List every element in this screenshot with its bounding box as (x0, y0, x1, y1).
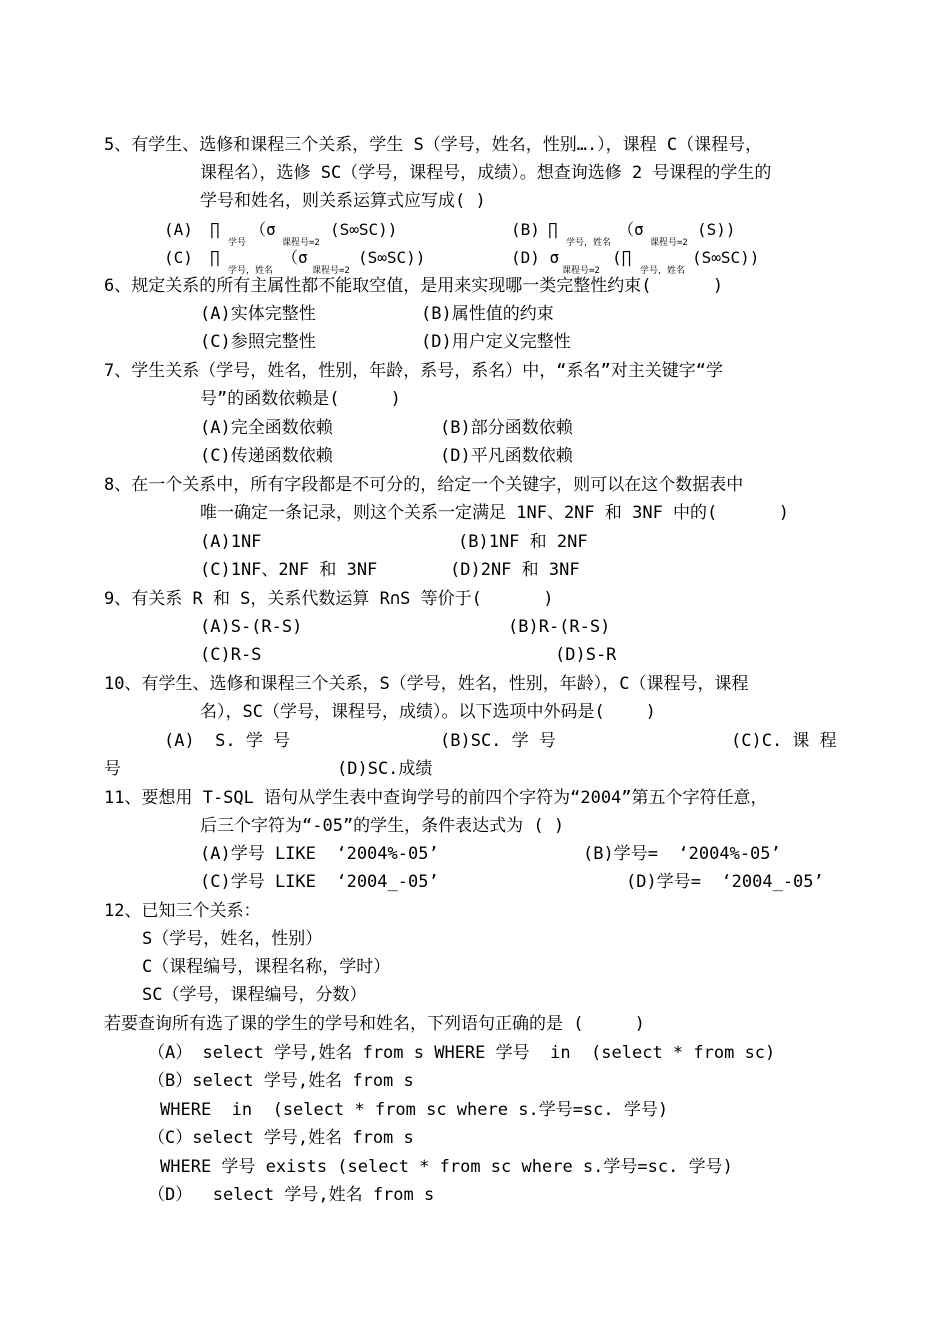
q10-line2: 名），SC（学号，课程号，成绩）。以下选项中外码是( ) (200, 702, 656, 722)
q5-c-sub2: 课程号=2 (312, 266, 350, 276)
q6-option-b: (B)属性值的约束 (421, 304, 554, 324)
q12-relation-c: C（课程编号，课程名称，学时） (142, 957, 391, 977)
q12-relation-s: S（学号，姓名，性别） (142, 929, 323, 949)
q10-line1: 10、有学生、选修和课程三个关系，S（学号，姓名，性别，年龄），C（课程号，课程 (104, 674, 749, 694)
q12-option-d-line1: （D） select 学号,姓名 from s (148, 1185, 435, 1205)
q10-option-d: (D)SC.成绩 (337, 759, 433, 779)
q11-line1: 11、要想用 T-SQL 语句从学生表中查询学号的前四个字符为“2004”第五个字符任意， (104, 788, 768, 808)
q11-option-c: (C)学号 LIKE ‘2004_-05’ (200, 872, 439, 892)
q5-a-pi: ∏ (210, 220, 220, 239)
q5-b-rest1: （σ (618, 220, 644, 239)
q8-line1: 8、在一个关系中，所有字段都是不可分的，给定一个关键字，则可以在这个数据表中 (104, 475, 744, 495)
q9-option-c: (C)R-S (200, 645, 262, 665)
q5-d-rest2: (S∞SC)) (692, 248, 760, 267)
q5-b-sub2: 课程号=2 (650, 238, 688, 248)
q11-line2: 后三个字符为“-05”的学生，条件表达式为 ( ) (200, 816, 565, 836)
q5-d-rest1: (∏ (612, 248, 632, 267)
q6-line1: 6、规定关系的所有主属性都不能取空值，是用来实现哪一类完整性约束( ) (104, 276, 724, 296)
q12-option-c-line2: WHERE 学号 exists (select * from sc where s.学号=sc. 学号) (160, 1157, 733, 1177)
q5-a-rest2: (S∞SC)) (330, 220, 398, 239)
q12-option-b-line1: （B）select 学号,姓名 from s (148, 1071, 414, 1091)
q5-a-label: (A) (164, 220, 193, 239)
q10-option-c: (C)C. 课 程 (731, 731, 837, 751)
q10-option-b: (B)SC. 学 号 (440, 731, 556, 751)
q7-option-b: (B)部分函数依赖 (440, 418, 573, 438)
q12-line1: 12、已知三个关系： (104, 901, 261, 921)
q6-option-d: (D)用户定义完整性 (421, 332, 571, 352)
q5-b-sub1: 学号，姓名 (566, 238, 612, 248)
q5-a-rest1: （σ (250, 220, 276, 239)
q5-b-pi: ∏ (548, 220, 558, 239)
q5-d-sub1: 课程号=2 (562, 266, 600, 276)
q8-option-b: (B)1NF 和 2NF (458, 532, 588, 552)
q5-b-rest2: (S)) (697, 220, 736, 239)
q5-c-label: (C) (164, 248, 193, 267)
q6-option-a: (A)实体完整性 (200, 304, 316, 324)
q5-a-sub2: 课程号=2 (282, 238, 320, 248)
q5-b-label: (B) (511, 220, 540, 239)
q12-option-b-line2: WHERE in (select * from sc where s.学号=sc. 学号) (160, 1100, 669, 1120)
q5-d-sub2: 学号，姓名 (640, 266, 686, 276)
q9-option-b: (B)R-(R-S) (508, 617, 611, 637)
q5-line3: 学号和姓名，则关系运算式应写成( ) (200, 191, 486, 211)
q11-option-d: (D)学号= ‘2004_-05’ (626, 872, 824, 892)
q9-line1: 9、有关系 R 和 S，关系代数运算 R∩S 等价于( ) (104, 589, 554, 609)
q11-option-a: (A)学号 LIKE ‘2004%-05’ (200, 844, 439, 864)
q5-c-rest1: （σ (282, 248, 308, 267)
q10-option-c-tail: 号 (104, 759, 121, 779)
q5-line1: 5、有学生、选修和课程三个关系，学生 S（学号，姓名，性别….），课程 C（课程号， (104, 135, 763, 155)
q7-option-c: (C)传递函数依赖 (200, 446, 333, 466)
q8-line2: 唯一确定一条记录，则这个关系一定满足 1NF、2NF 和 3NF 中的( ) (200, 503, 789, 523)
q12-stem: 若要查询所有选了课的学生的学号和姓名，下列语句正确的是 ( ) (104, 1014, 645, 1034)
q7-option-a: (A)完全函数依赖 (200, 418, 333, 438)
q9-option-d: (D)S-R (555, 645, 617, 665)
q5-c-rest2: (S∞SC)) (358, 248, 426, 267)
q10-option-a: (A) S. 学 号 (164, 731, 291, 751)
q5-d-label: (D) σ (511, 248, 560, 267)
q8-option-d: (D)2NF 和 3NF (450, 560, 580, 580)
q8-option-c: (C)1NF、2NF 和 3NF (200, 560, 378, 580)
q12-option-a: （A） select 学号,姓名 from s WHERE 学号 in (select * from sc) (148, 1043, 776, 1063)
q5-c-sub1: 学号，姓名 (228, 266, 274, 276)
q7-line1: 7、学生关系（学号，姓名，性别，年龄，系号，系名）中，“系名”对主关键字“学 (104, 361, 723, 381)
q5-line2: 课程名），选修 SC（学号，课程号，成绩）。想查询选修 2 号课程的学生的 (200, 163, 772, 183)
q8-option-a: (A)1NF (200, 532, 262, 552)
q6-option-c: (C)参照完整性 (200, 332, 316, 352)
q5-c-pi: ∏ (210, 248, 220, 267)
q7-line2: 号”的函数依赖是( ) (200, 389, 401, 409)
q11-option-b: (B)学号= ‘2004%-05’ (583, 844, 781, 864)
q12-option-c-line1: （C）select 学号,姓名 from s (148, 1128, 414, 1148)
q5-a-sub1: 学号 (228, 238, 247, 248)
q7-option-d: (D)平凡函数依赖 (440, 446, 573, 466)
q9-option-a: (A)S-(R-S) (200, 617, 303, 637)
q12-relation-sc: SC（学号，课程编号，分数） (142, 985, 367, 1005)
